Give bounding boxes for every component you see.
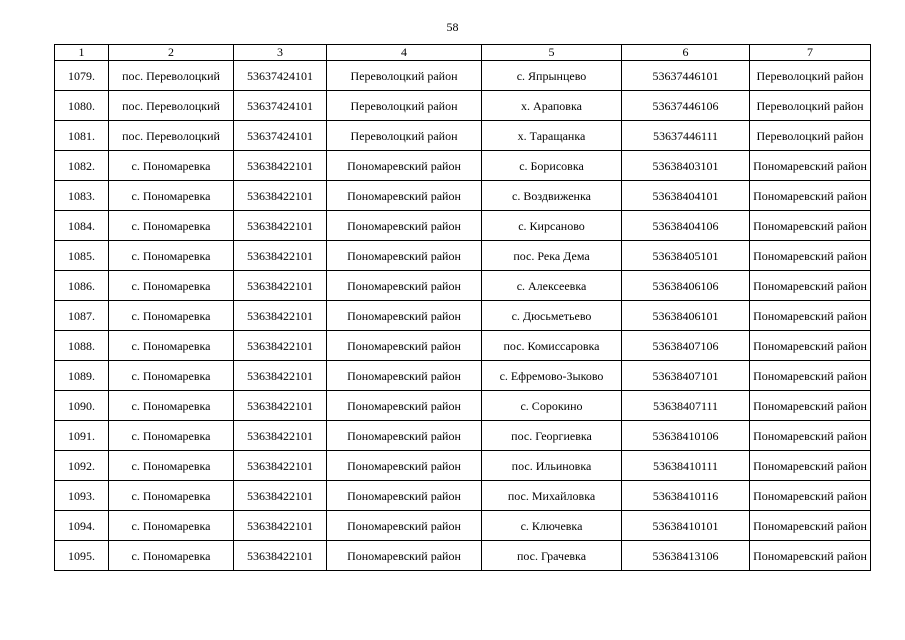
column-header: 1 [55,45,109,61]
center-oktmo-cell: 53638422101 [234,361,327,391]
settlement-cell: с. Борисовка [482,151,622,181]
center-district-cell: Пономаревский район [327,541,482,571]
page-number: 58 [446,20,459,34]
settlement-cell: х. Таращанка [482,121,622,151]
settlement-district-cell: Пономаревский район [750,331,871,361]
center-district-cell: Переволоцкий район [327,91,482,121]
center-district-cell: Пономаревский район [327,481,482,511]
settlement-cell: пос. Ильиновка [482,451,622,481]
center-settlement-cell: с. Пономаревка [109,511,234,541]
center-oktmo-cell: 53638422101 [234,331,327,361]
center-oktmo-cell: 53638422101 [234,151,327,181]
row-number-cell: 1084. [55,211,109,241]
center-district-cell: Переволоцкий район [327,61,482,91]
table-row [55,541,871,571]
table-row [55,121,871,151]
center-settlement-cell: с. Пономаревка [109,541,234,571]
center-district-cell: Пономаревский район [327,151,482,181]
center-oktmo-cell: 53638422101 [234,391,327,421]
settlement-district-cell: Пономаревский район [750,151,871,181]
settlement-oktmo-cell: 53638404106 [622,211,750,241]
center-district-cell: Пономаревский район [327,451,482,481]
settlement-oktmo-cell: 53638407106 [622,331,750,361]
center-district-cell: Пономаревский район [327,271,482,301]
settlement-district-cell: Пономаревский район [750,451,871,481]
row-number-cell: 1094. [55,511,109,541]
table-body [55,61,871,571]
center-settlement-cell: с. Пономаревка [109,331,234,361]
settlement-cell: пос. Комиссаровка [482,331,622,361]
center-settlement-cell: с. Пономаревка [109,181,234,211]
settlement-cell: с. Ключевка [482,511,622,541]
center-oktmo-cell: 53638422101 [234,511,327,541]
settlement-district-cell: Переволоцкий район [750,61,871,91]
center-settlement-cell: с. Пономаревка [109,481,234,511]
row-number-cell: 1079. [55,61,109,91]
center-oktmo-cell: 53638422101 [234,241,327,271]
settlement-oktmo-cell: 53638406106 [622,271,750,301]
center-district-cell: Пономаревский район [327,301,482,331]
row-number-cell: 1091. [55,421,109,451]
settlement-cell: с. Воздвиженка [482,181,622,211]
settlement-district-cell: Пономаревский район [750,391,871,421]
table-row [55,181,871,211]
settlement-oktmo-cell: 53638410111 [622,451,750,481]
center-oktmo-cell: 53638422101 [234,481,327,511]
center-oktmo-cell: 53638422101 [234,271,327,301]
center-district-cell: Переволоцкий район [327,121,482,151]
table-row [55,241,871,271]
row-number-cell: 1083. [55,181,109,211]
settlement-district-cell: Пономаревский район [750,481,871,511]
settlement-oktmo-cell: 53638403101 [622,151,750,181]
table-row [55,451,871,481]
center-district-cell: Пономаревский район [327,421,482,451]
settlement-district-cell: Пономаревский район [750,361,871,391]
settlement-district-cell: Переволоцкий район [750,91,871,121]
settlement-district-cell: Пономаревский район [750,241,871,271]
center-district-cell: Пономаревский район [327,181,482,211]
settlement-cell: пос. Грачевка [482,541,622,571]
settlement-cell: с. Кирсаново [482,211,622,241]
column-header: 3 [234,45,327,61]
center-settlement-cell: с. Пономаревка [109,451,234,481]
settlement-cell: пос. Георгиевка [482,421,622,451]
center-oktmo-cell: 53637424101 [234,91,327,121]
column-header: 7 [750,45,871,61]
center-settlement-cell: с. Пономаревка [109,361,234,391]
settlement-cell: пос. Река Дема [482,241,622,271]
center-settlement-cell: с. Пономаревка [109,421,234,451]
settlement-oktmo-cell: 53638407101 [622,361,750,391]
table-header-row [55,45,871,61]
row-number-cell: 1088. [55,331,109,361]
table-row [55,481,871,511]
row-number-cell: 1092. [55,451,109,481]
row-number-cell: 1080. [55,91,109,121]
settlement-oktmo-cell: 53638410116 [622,481,750,511]
table-row [55,61,871,91]
center-oktmo-cell: 53638422101 [234,421,327,451]
center-district-cell: Пономаревский район [327,511,482,541]
settlement-oktmo-cell: 53637446101 [622,61,750,91]
center-oktmo-cell: 53638422101 [234,301,327,331]
settlement-cell: с. Дюсьметьево [482,301,622,331]
settlement-district-cell: Переволоцкий район [750,121,871,151]
row-number-cell: 1087. [55,301,109,331]
row-number-cell: 1086. [55,271,109,301]
settlement-oktmo-cell: 53638410106 [622,421,750,451]
settlement-cell: с. Алексеевка [482,271,622,301]
table-row [55,421,871,451]
center-settlement-cell: с. Пономаревка [109,211,234,241]
table-row [55,151,871,181]
row-number-cell: 1095. [55,541,109,571]
center-oktmo-cell: 53637424101 [234,121,327,151]
settlement-district-cell: Пономаревский район [750,511,871,541]
settlements-table [54,44,871,571]
center-oktmo-cell: 53637424101 [234,61,327,91]
row-number-cell: 1090. [55,391,109,421]
table-row [55,331,871,361]
column-header: 5 [482,45,622,61]
center-settlement-cell: с. Пономаревка [109,241,234,271]
settlement-district-cell: Пономаревский район [750,541,871,571]
settlement-oktmo-cell: 53638407111 [622,391,750,421]
settlement-cell: с. Япрынцево [482,61,622,91]
center-district-cell: Пономаревский район [327,361,482,391]
table-row [55,301,871,331]
settlement-district-cell: Пономаревский район [750,211,871,241]
table-row [55,211,871,241]
settlement-cell: х. Араповка [482,91,622,121]
settlement-oktmo-cell: 53638404101 [622,181,750,211]
center-oktmo-cell: 53638422101 [234,211,327,241]
settlement-oktmo-cell: 53637446111 [622,121,750,151]
settlement-cell: с. Сорокино [482,391,622,421]
table-row [55,511,871,541]
row-number-cell: 1082. [55,151,109,181]
settlement-oktmo-cell: 53638405101 [622,241,750,271]
table-row [55,271,871,301]
center-district-cell: Пономаревский район [327,391,482,421]
center-oktmo-cell: 53638422101 [234,451,327,481]
center-settlement-cell: с. Пономаревка [109,151,234,181]
table-row [55,91,871,121]
row-number-cell: 1093. [55,481,109,511]
center-oktmo-cell: 53638422101 [234,181,327,211]
settlement-oktmo-cell: 53638410101 [622,511,750,541]
settlement-oktmo-cell: 53637446106 [622,91,750,121]
row-number-cell: 1085. [55,241,109,271]
settlement-oktmo-cell: 53638413106 [622,541,750,571]
settlement-cell: с. Ефремово-Зыково [482,361,622,391]
center-district-cell: Пономаревский район [327,241,482,271]
table-row [55,361,871,391]
settlement-district-cell: Пономаревский район [750,301,871,331]
settlement-oktmo-cell: 53638406101 [622,301,750,331]
center-settlement-cell: пос. Переволоцкий [109,91,234,121]
settlement-district-cell: Пономаревский район [750,181,871,211]
center-settlement-cell: с. Пономаревка [109,391,234,421]
center-oktmo-cell: 53638422101 [234,541,327,571]
table-row [55,391,871,421]
column-header: 6 [622,45,750,61]
center-district-cell: Пономаревский район [327,211,482,241]
column-header: 2 [109,45,234,61]
settlement-district-cell: Пономаревский район [750,421,871,451]
center-district-cell: Пономаревский район [327,331,482,361]
settlement-district-cell: Пономаревский район [750,271,871,301]
center-settlement-cell: с. Пономаревка [109,301,234,331]
row-number-cell: 1089. [55,361,109,391]
center-settlement-cell: с. Пономаревка [109,271,234,301]
row-number-cell: 1081. [55,121,109,151]
center-settlement-cell: пос. Переволоцкий [109,61,234,91]
center-settlement-cell: пос. Переволоцкий [109,121,234,151]
column-header: 4 [327,45,482,61]
settlement-cell: пос. Михайловка [482,481,622,511]
